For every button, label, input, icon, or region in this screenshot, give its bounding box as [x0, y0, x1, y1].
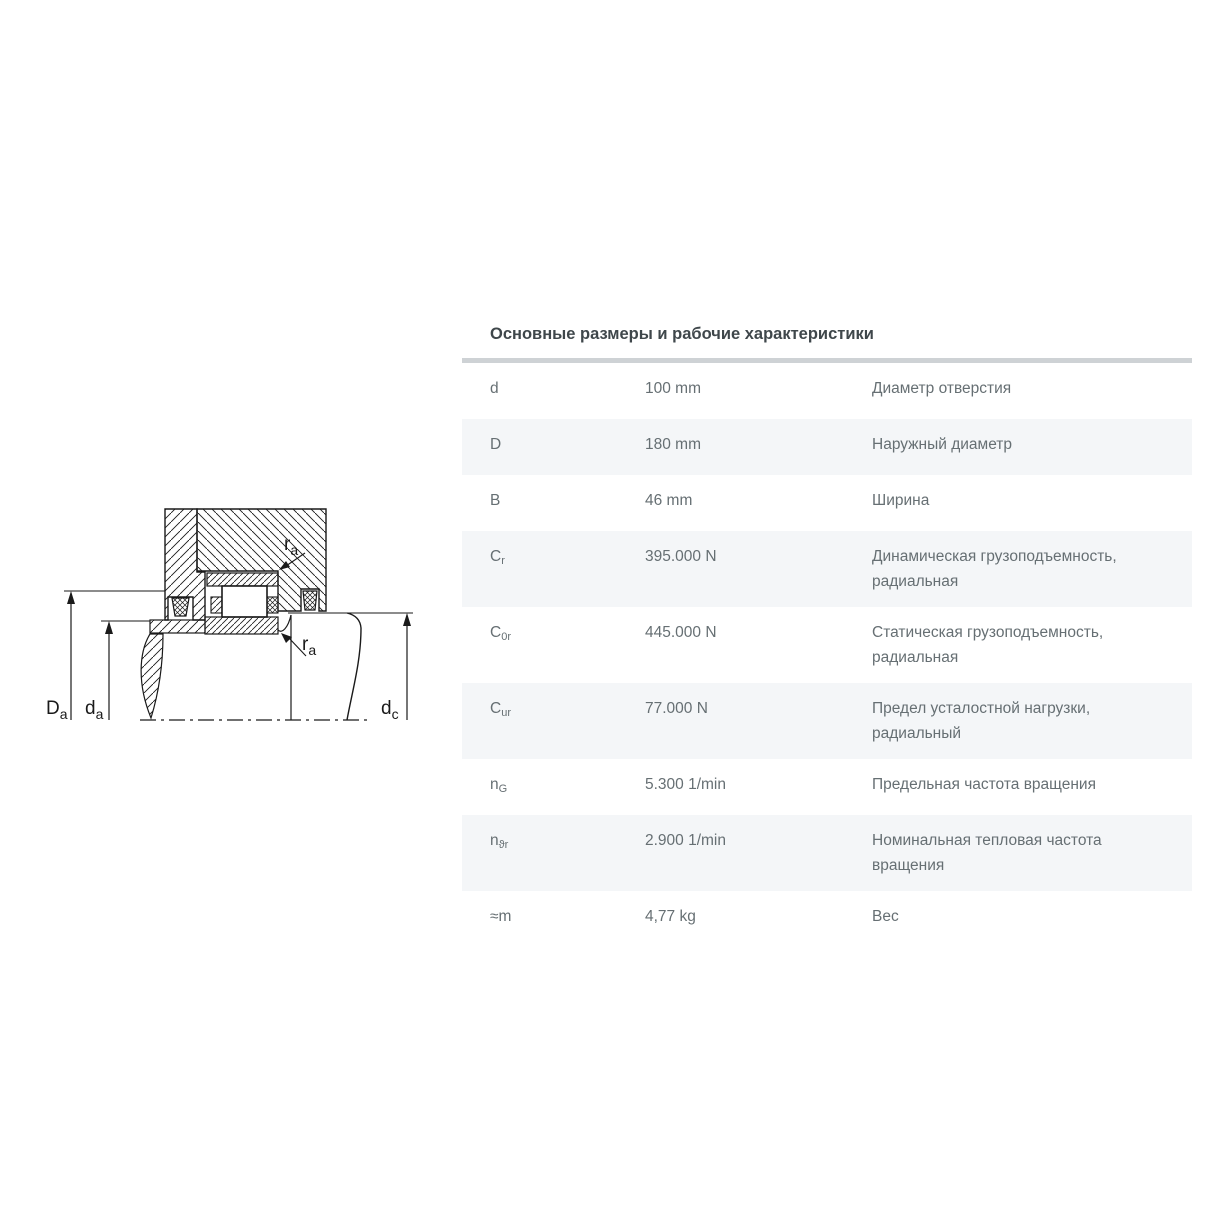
description-cell: Диаметр отверстия — [872, 380, 1012, 397]
Da-arrowhead — [67, 591, 75, 604]
cage-bar-left — [211, 597, 222, 613]
symbol-cell: D — [490, 436, 502, 453]
description-cell: Предельная частота вращения — [872, 776, 1096, 793]
value-cell: 445.000 N — [645, 624, 717, 641]
outer-ring-section — [207, 573, 278, 586]
inner-ring-section — [205, 617, 278, 634]
shaft-fillet-section — [141, 634, 163, 718]
shaft-fillet-curve — [278, 615, 291, 631]
cage-bar-right — [267, 597, 278, 613]
value-cell: 46 mm — [645, 492, 693, 509]
value-cell: 395.000 N — [645, 548, 717, 565]
description-cell: Предел усталостной нагрузки, радиальный — [872, 700, 1091, 742]
ra-label-top: $r_a$ — [284, 534, 299, 558]
spec-row-Cr — [462, 531, 1192, 607]
spec-row-D — [462, 419, 1192, 475]
symbol-cell: $C_r$ — [490, 548, 505, 567]
spec-row-B — [462, 475, 1192, 531]
seal-section — [172, 598, 189, 616]
bearing-cross-section-diagram — [30, 480, 450, 740]
spec-table — [462, 317, 1192, 947]
snap-ring-section — [303, 591, 317, 610]
description-cell: Номинальная тепловая частота вращения — [872, 832, 1102, 874]
ra-bottom-arrowhead — [281, 633, 292, 643]
description-cell: Вес — [872, 908, 899, 925]
dimension-label-dc: $d_c$ — [381, 698, 399, 722]
value-cell: 100 mm — [645, 380, 701, 397]
dc-arrowhead — [403, 613, 411, 626]
symbol-cell: $n_G$ — [490, 776, 508, 795]
spec-row-d — [462, 363, 1192, 419]
abutment-ring-section — [150, 620, 205, 633]
value-cell: 5.300 1/min — [645, 776, 726, 793]
description-cell: Статическая грузоподъемность, радиальная — [872, 624, 1104, 666]
symbol-cell: d — [490, 380, 499, 397]
value-cell: 180 mm — [645, 436, 701, 453]
dimension-label-da: $d_a$ — [85, 698, 104, 722]
spec-row-C0r — [462, 607, 1192, 683]
symbol-cell: $n_{ϑr}$ — [490, 832, 509, 851]
spec-row-nthr — [462, 815, 1192, 891]
table-title: Основные размеры и рабочие характеристики — [490, 325, 874, 343]
ra-label-bottom: $r_a$ — [302, 634, 317, 658]
description-cell: Наружный диаметр — [872, 436, 1013, 453]
dimension-label-Da: $D_a$ — [46, 698, 68, 722]
da-arrowhead — [105, 621, 113, 634]
spec-row-mass — [462, 891, 1192, 947]
shaft-shoulder-profile — [347, 613, 361, 720]
symbol-cell: B — [490, 492, 501, 509]
spec-row-nG — [462, 759, 1192, 815]
roller-section — [222, 586, 267, 617]
symbol-cell: $C_{ur}$ — [490, 700, 511, 719]
value-cell: 4,77 kg — [645, 908, 696, 925]
value-cell: 77.000 N — [645, 700, 708, 717]
spec-row-Cur — [462, 683, 1192, 759]
value-cell: 2.900 1/min — [645, 832, 726, 849]
symbol-cell: $C_{0r}$ — [490, 624, 511, 643]
description-cell: Динамическая грузоподъемность, радиальная — [872, 548, 1117, 590]
description-cell: Ширина — [872, 492, 930, 509]
symbol-cell: ≈m — [490, 908, 512, 925]
